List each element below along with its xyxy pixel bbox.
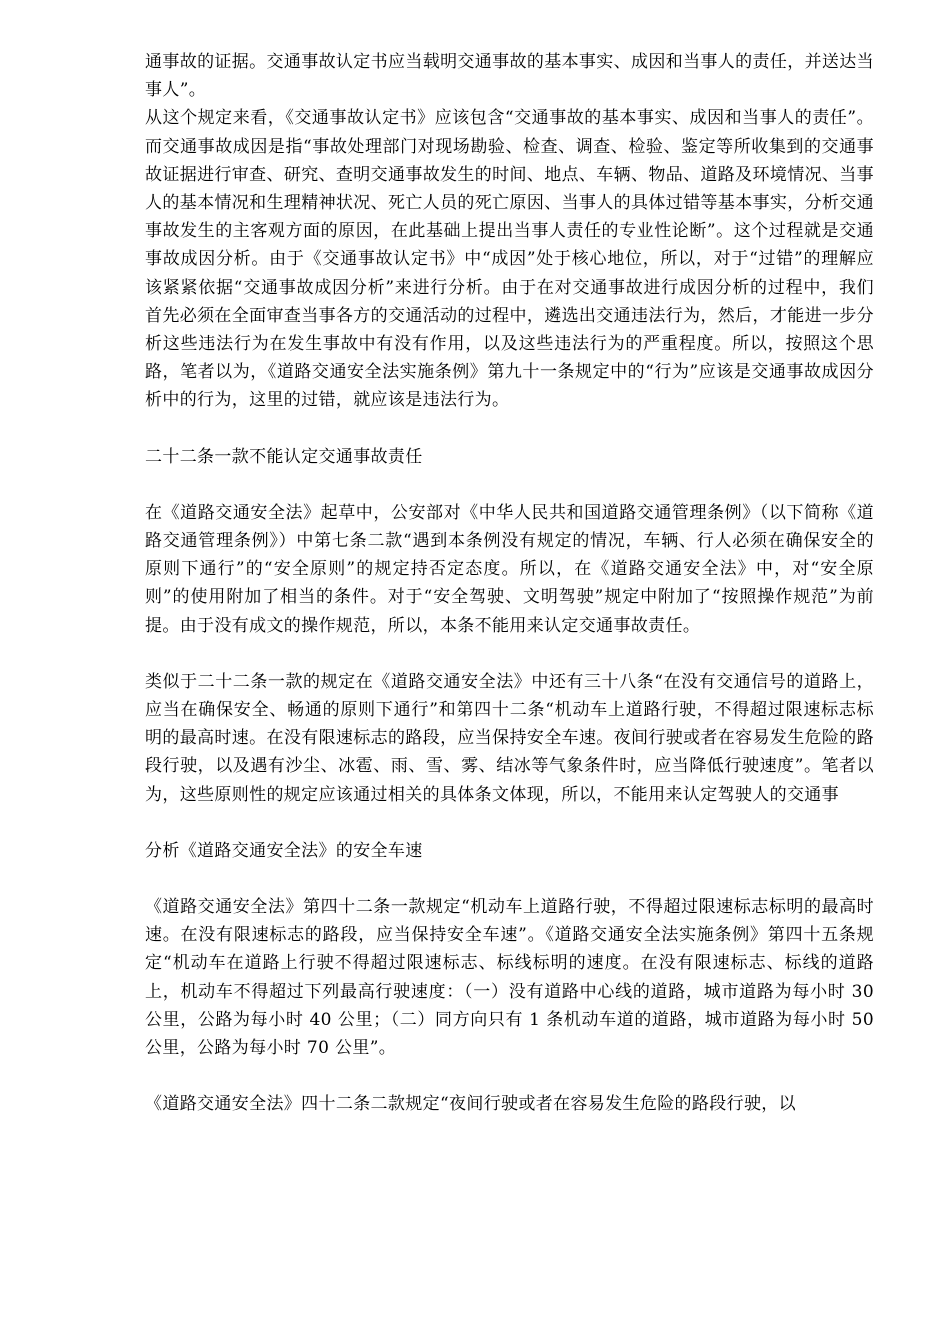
paragraph-2: 从这个规定来看，《交通事故认定书》应该包含“交通事故的基本事实、成因和当事人的责任”。而交通事故成因是指“事故处理部门对现场勘验、检查、调查、检验、鉴定等所收集到的交通事故证据进行审查、研究、查明交通事故发生的时间、地点、车辆、物品、道路及环境情况、当事人的基本情况和生理精神状况、死亡人员的死亡原因、当事人的具体过错等基本事实，分析交通事故发生的主客观方面的原因，在此基础上提出当事人责任的专业性论断”。这个过程就是交通事故成因分析。由于《交通事故认定书》中“成因”处于核心地位，所以，对于“过错”的理解应该紧紧依据“交通事故成因分析”来进行分析。由于在对交通事故进行成因分析的过程中，我们首先必须在全面审查当事各方的交通活动的过程中，遴选出交通违法行为，然后，才能进一步分析这些违法行为在发生事故中有没有作用，以及这些违法行为的严重程度。所以，按照这个思路，笔者以为，《道路交通安全法实施条例》第九十一条规定中的“行为”应该是交通事故成因分析中的行为，这里的过错，就应该是违法行为。	[145, 108, 874, 411]
paragraph-1: 通事故的证据。交通事故认定书应当载明交通事故的基本事实、成因和当事人的责任，并送达当事人”。	[145, 52, 874, 101]
section-heading-2: 分析《道路交通安全法》的安全车速	[145, 840, 423, 861]
section-heading-1: 二十二条一款不能认定交通事故责任	[145, 446, 423, 467]
paragraph-4: 类似于二十二条一款的规定在《道路交通安全法》中还有三十八条“在没有交通信号的道路上，应当在确保安全、畅通的原则下通行”和第四十二条“机动车上道路行驶，不得超过限速标志标明的最高时速。在没有限速标志的路段，应当保持安全车速。夜间行驶或者在容易发生危险的路段行驶，以及遇有沙尘、冰雹、雨、雪、雾、结冰等气象条件时，应当降低行驶速度”。笔者以为，这些原则性的规定应该通过相关的具体条文体现，所以，不能用来认定驾驶人的交通事	[145, 671, 874, 805]
paragraph-3: 在《道路交通安全法》起草中，公安部对《中华人民共和国道路交通管理条例》（以下简称《道路交通管理条例》）中第七条二款“遇到本条例没有规定的情况，车辆、行人必须在确保安全的原则下通行”的“安全原则”的规定持否定态度。所以，在《道路交通安全法》中，对“安全原则”的使用附加了相当的条件。对于“安全驾驶、文明驾驶”规定中附加了“按照操作规范”为前提。由于没有成文的操作规范，所以，本条不能用来认定交通事故责任。	[145, 502, 874, 636]
paragraph-5: 《道路交通安全法》第四十二条一款规定“机动车上道路行驶，不得超过限速标志标明的最高时速。在没有限速标志的路段，应当保持安全车速”。《道路交通安全法实施条例》第四十五条规定“机动车在道路上行驶不得超过限速标志、标线标明的速度。在没有限速标志、标线的道路上，机动车不得超过下列最高行驶速度：（一）没有道路中心线的道路，城市道路为每小时 30 公里，公路为每小时 40 公里；（二）同方向只有 1 条机动车道的道路，城市道路为每小时 50 公里，公路为每小时 70 公里”。	[145, 897, 874, 1059]
paragraph-6: 《道路交通安全法》四十二条二款规定“夜间行驶或者在容易发生危险的路段行驶，以	[145, 1094, 796, 1115]
